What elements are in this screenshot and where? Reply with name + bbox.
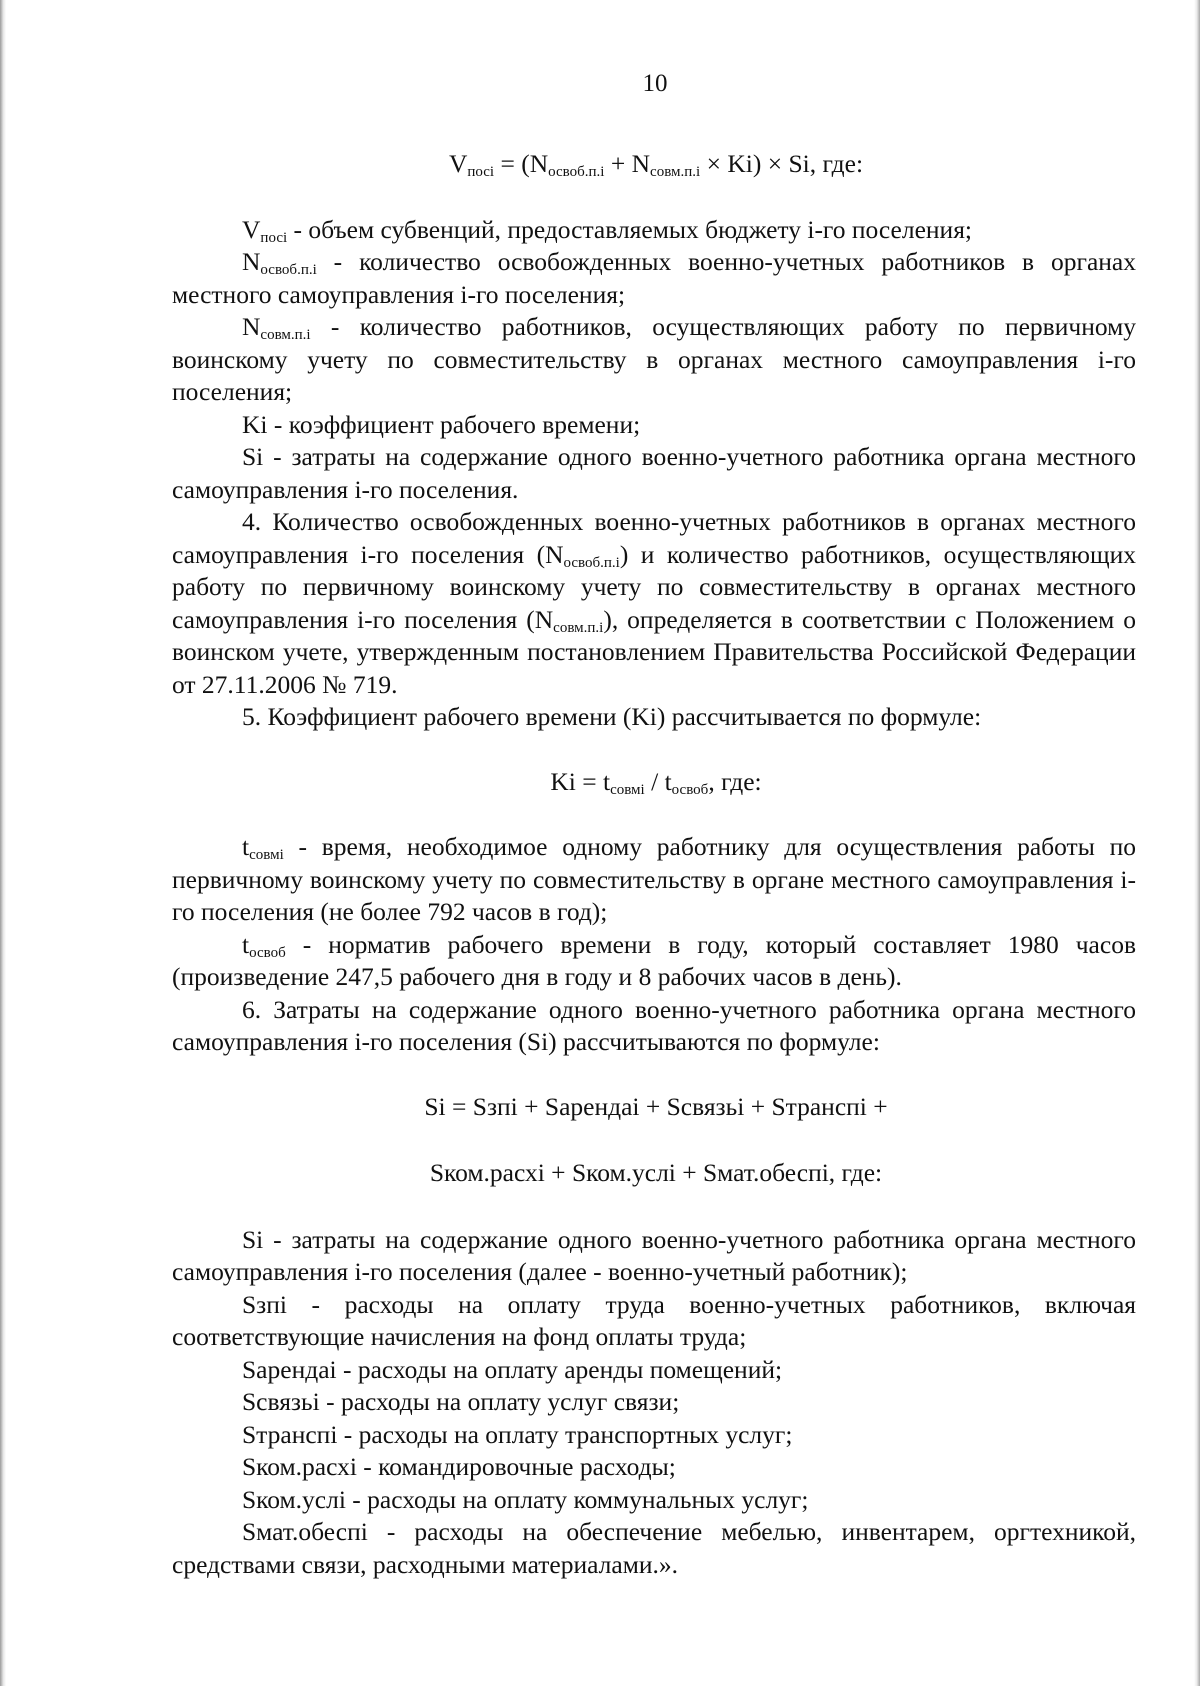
document-body — [172, 148, 1136, 1581]
formula-subvention-volume: $V_{посі} = (N_{освоб.п.і} + N_{совм.п.і} \times Ki) \times Si$, где: — [448, 149, 864, 180]
scan-left-edge — [0, 0, 6, 1686]
paragraph-6: 6. Затраты на содержание одного военно-учетного работника органа местного самоуправления і-го поселения (Si) рассчитываются по формуле: — [172, 994, 1136, 1056]
definition-n-sovm: $N_{совм.п.і}$ - количество работников, осуществляющих работу по первичному воинскому учету по совместительству в органах местного самоуправления і-го поселения; — [172, 312, 1136, 406]
spacer — [172, 734, 1136, 766]
definition-s-arenda: Sарендаі - расходы на оплату аренды помещений; — [242, 1354, 783, 1384]
page-number: 10 — [642, 70, 668, 97]
definition-n-osvob: $N_{освоб.п.і}$ - количество освобожденных военно-учетных работников в органах местного самоуправления і-го поселения; — [172, 247, 1136, 309]
scan-right-edge — [1194, 0, 1200, 1686]
definition-ki: Ki - коэффициент рабочего времени; — [242, 409, 641, 439]
paragraph-5: 5. Коэффициент рабочего времени (Ki) рассчитывается по формуле: — [242, 702, 982, 731]
definition-si-costs: Si - затраты на содержание одного военно-учетного работника органа местного самоуправления і-го поселения (далее - военно-учетный работник); — [172, 1224, 1136, 1286]
definition-s-svyaz: Sсвязьі - расходы на оплату услуг связи; — [242, 1387, 680, 1416]
definition-si: Si - затраты на содержание одного военно-учетного работника органа местного самоуправления і-го поселения. — [172, 442, 1136, 504]
definition-s-kom-usl: Sком.услі - расходы на оплату коммунальных услуг; — [242, 1484, 809, 1514]
paragraph-4: 4. Количество освобожденных военно-учетных работников в органах местного самоуправления і-го поселения $(N_{освоб.п.і})$ и количество работников, осуществляющих работу по первичному воинскому учету по совместительству в органах местного самоуправления і-го поселения $(N_{совм.п.і})$, определяется в соответствии с Положением о воинском учете, утвержденным постановлением Правительства Российской Федерации от 27.11.2006 № 719. — [172, 507, 1137, 699]
definition-s-transp: Sтранспі - расходы на оплату транспортных услуг; — [242, 1419, 793, 1449]
definition-v-posi: $V_{посі}$ - объем субвенций, предоставляемых бюджету і-го поселения; — [242, 214, 973, 246]
definition-t-sovm: $t_{совмі}$ - время, необходимое одному работнику для осуществления работы по первичному воинскому учету по совместительству в органе местного самоуправления і-го поселения (не более 792 часов в год); — [172, 832, 1136, 926]
definition-t-osvob: $t_{освоб}$ - норматив рабочего времени в году, который составляет 1980 часов (произведение 247,5 рабочего дня в году и 8 рабочих часов в день). — [172, 929, 1136, 991]
spacer — [172, 1059, 1136, 1091]
definition-s-zp: Sзпі - расходы на оплату труда военно-учетных работников, включая соответствующие начисления на фонд оплаты труда; — [172, 1289, 1136, 1351]
formula-costs-line-1: Si = Sзпі + Sарендаі + Sсвязьі + Sтранспі + — [424, 1091, 888, 1121]
formula-work-time-coefficient: $Ki = t_{совмі} / t_{освоб}$, где: — [550, 766, 762, 798]
definition-s-kom-rash: Sком.расхі - командировочные расходы; — [242, 1452, 676, 1481]
formula-costs-line-2: Sком.расхі + Sком.услі + Sмат.обеспі, где: — [429, 1158, 883, 1187]
definition-s-mat-obesp: Sмат.обеспі - расходы на обеспечение мебелью, инвентарем, оргтехникой, средствами связи, расходными материалами.». — [172, 1517, 1136, 1579]
